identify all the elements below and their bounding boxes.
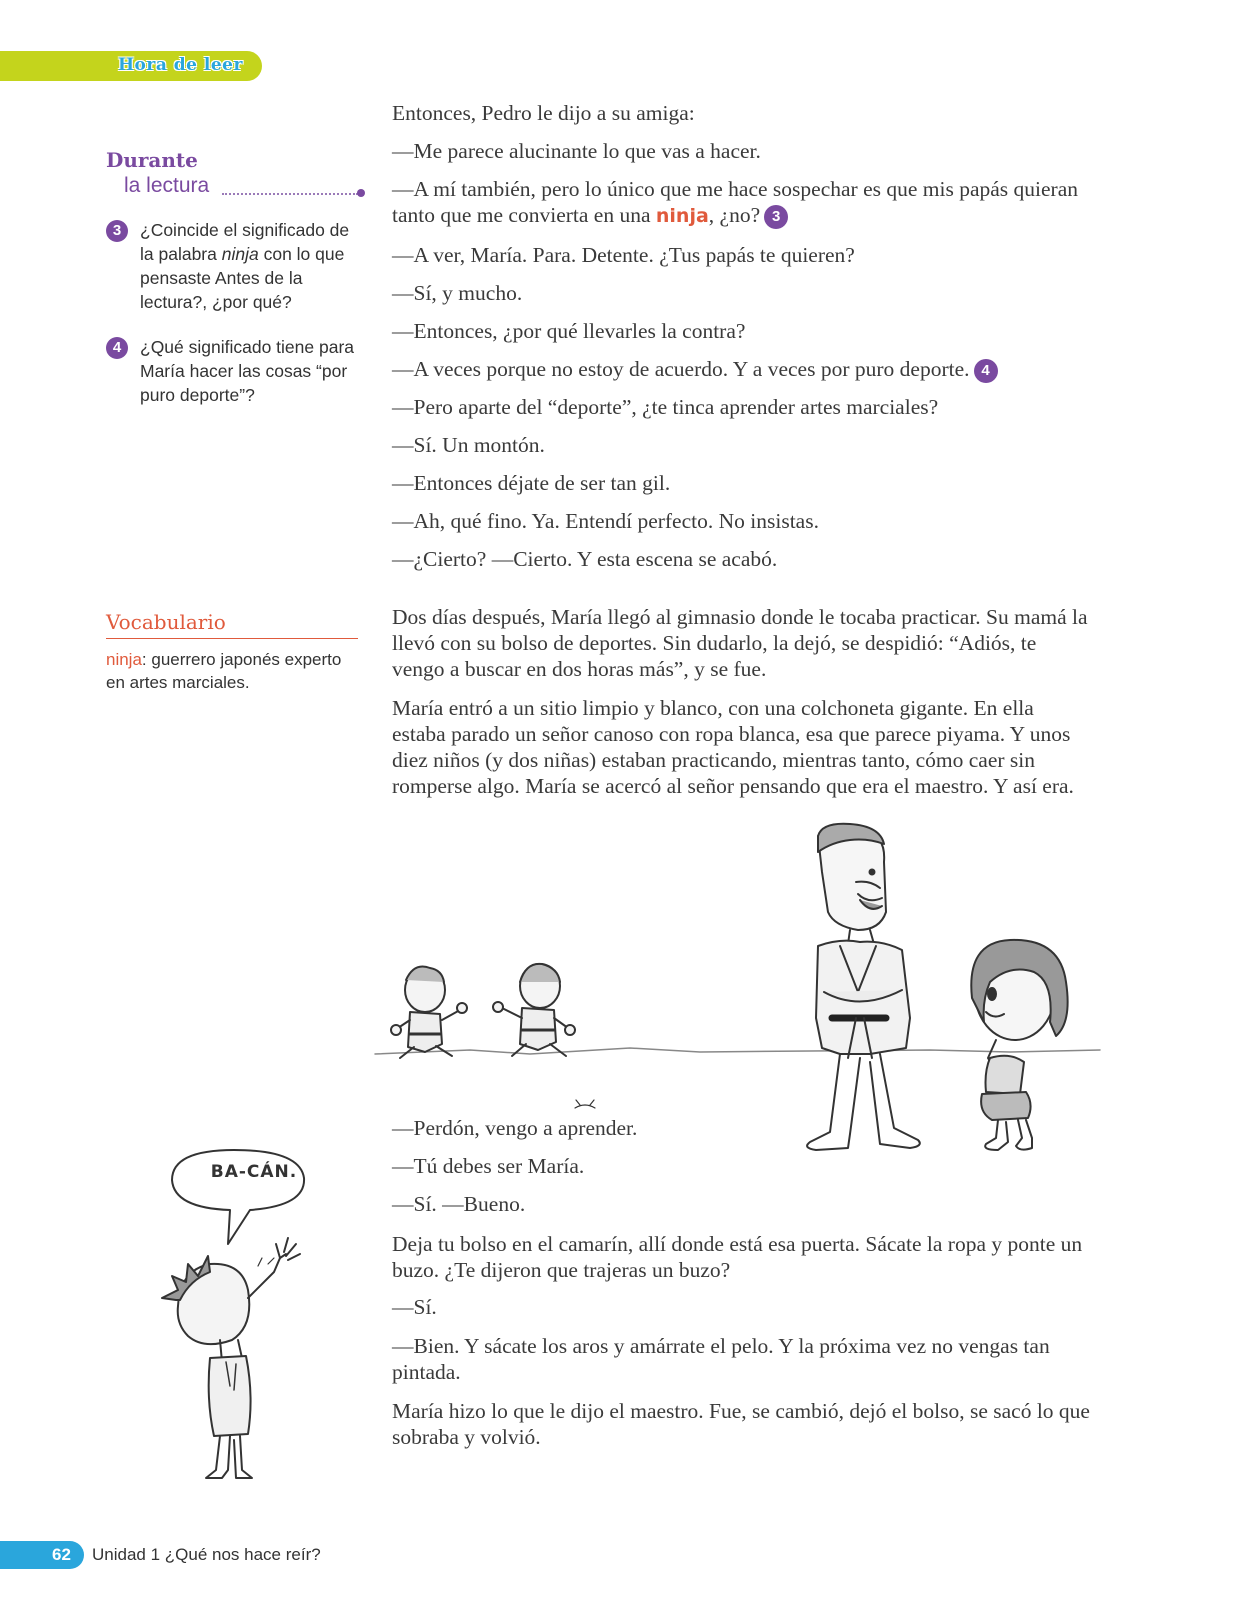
speech-bubble-text: BA-CÁN.: [210, 1162, 298, 1182]
paragraph: —Entonces déjate de ser tan gil.: [392, 471, 671, 495]
paragraph: —Bien. Y sácate los aros y amárrate el pelo. Y la próxima vez no vengas tan pintada.: [392, 1334, 1050, 1384]
question-marker: 4: [974, 359, 998, 383]
paragraph: Deja tu bolso en el camarín, allí donde está esa puerta. Sácate la ropa y ponte un buzo. ¿Te dijeron que trajeras un buzo?: [392, 1232, 1083, 1282]
paragraph: —Sí, y mucho.: [392, 281, 523, 305]
question-number-badge: 3: [106, 220, 128, 242]
paragraph: —A mí también, pero lo único que me hace sospechar es que mis papás quieran tanto que me convierta en una ninja, ¿no? 3: [392, 177, 1079, 227]
paragraph: —Tú debes ser María.: [392, 1154, 585, 1178]
question-text: ¿Qué significado tiene para María hacer las cosas “por puro deporte”?: [140, 337, 355, 405]
paragraph: María entró a un sitio limpio y blanco, con una colchoneta gigante. En ella estaba parado un señor canoso con ropa blanca, esa que parece piyama. Y unos diez niños (y dos niñas) estaban practicando, mientras tanto, cómo caer sin romperse algo. María se acercó al señor pensando que era el maestro. Y así era.: [392, 696, 1074, 798]
paragraph: —Perdón, vengo a aprender.: [392, 1116, 638, 1140]
paragraph: —A veces porque no estoy de acuerdo. Y a veces por puro deporte. 4: [392, 356, 1092, 383]
section-tag: Hora de leer: [118, 55, 243, 75]
sidebar-title: Durante: [106, 148, 198, 172]
page-number: 62: [52, 1545, 71, 1564]
dojo-illustration: [370, 822, 1105, 1162]
vocabulary-rule: [106, 638, 358, 639]
footer-bar: [0, 1541, 84, 1569]
paragraph: —A ver, María. Para. Detente. ¿Tus papás te quieren?: [392, 243, 855, 267]
paragraph: —Me parece alucinante lo que vas a hacer.: [392, 139, 761, 163]
paragraph: Entonces, Pedro le dijo a su amiga:: [392, 101, 695, 125]
kid-cheering-illustration: [150, 1140, 330, 1485]
vocabulary-definition: ninja: guerrero japonés experto en artes marciales.: [106, 650, 342, 692]
paragraph: —Entonces, ¿por qué llevarles la contra?: [392, 319, 746, 343]
paragraph: —Pero aparte del “deporte”, ¿te tinca aprender artes marciales?: [392, 395, 939, 419]
paragraph: —Ah, qué fino. Ya. Entendí perfecto. No insistas.: [392, 509, 819, 533]
maria-character: [971, 940, 1067, 1150]
sensei: [807, 824, 920, 1150]
dotted-divider: [222, 193, 358, 195]
sidebar-subtitle: la lectura: [124, 174, 210, 197]
question-text: ¿Coincide el significado de la palabra ninja con lo que pensaste Antes de la lectura?, ¿por qué?: [140, 220, 350, 312]
kid-fighter-left: [391, 967, 467, 1059]
highlight-word: ninja: [655, 205, 709, 227]
question-marker: 3: [764, 205, 788, 229]
kid-fighter-right: [493, 964, 575, 1056]
question-number-badge: 4: [106, 337, 128, 359]
dot-marker: [357, 189, 365, 197]
paragraph: —¿Cierto? —Cierto. Y esta escena se acabó.: [392, 547, 778, 571]
unit-title: Unidad 1 ¿Qué nos hace reír?: [92, 1545, 321, 1564]
paragraph: María hizo lo que le dijo el maestro. Fue, se cambió, dejó el bolso, se sacó lo que sobraba y volvió.: [392, 1399, 1090, 1449]
question-3: [106, 218, 366, 314]
vocabulary-title: Vocabulario: [106, 610, 226, 634]
paragraph: Dos días después, María llegó al gimnasio donde le tocaba practicar. Su mamá la llevó con su bolso de deportes. Sin dudarlo, la dejó, se despidió: “Adiós, te vengo a buscar en dos horas más”, y se fue.: [392, 605, 1088, 681]
paragraph: —Sí. —Bueno.: [392, 1192, 526, 1216]
question-4: [106, 335, 366, 407]
paragraph: —Sí.: [392, 1295, 437, 1319]
paragraph: —Sí. Un montón.: [392, 433, 545, 457]
